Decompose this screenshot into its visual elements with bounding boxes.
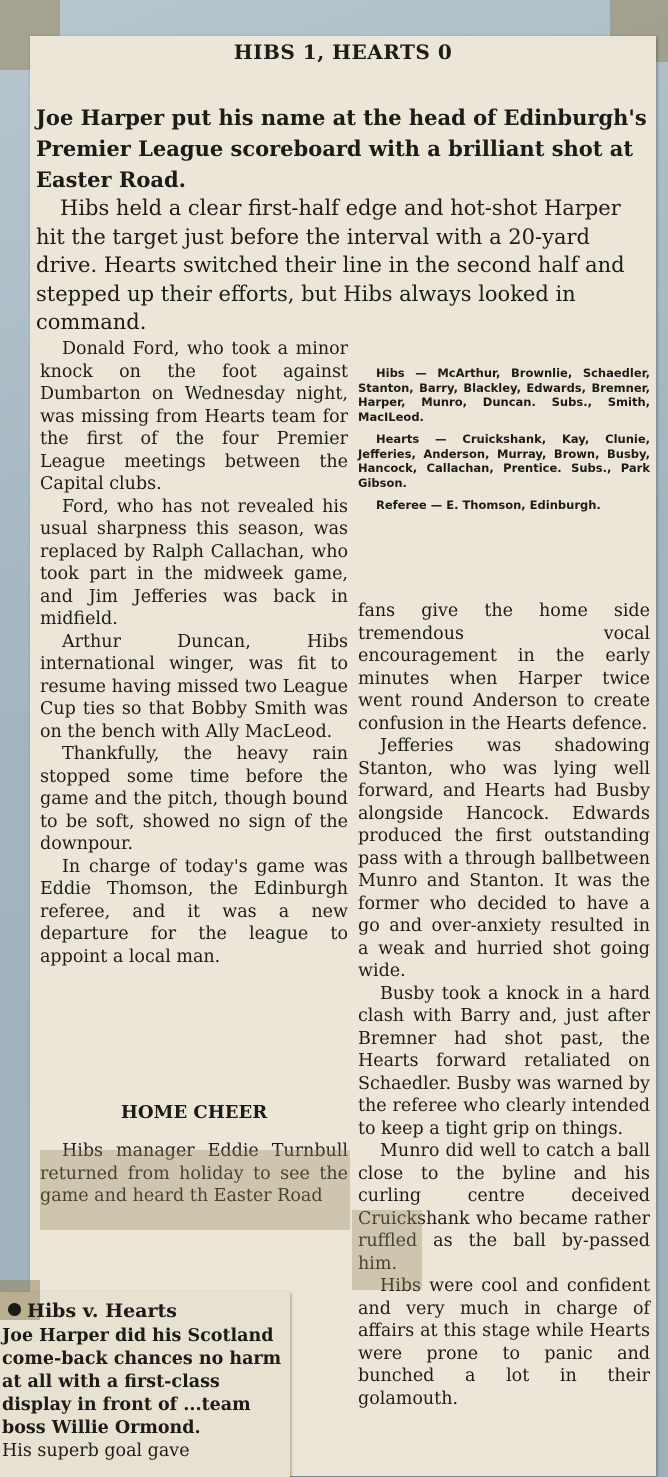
paragraph: Ford, who has not revealed his usual sharpness this season, was replaced by Ralph Callachan, who took part in the midweek game, and Jim Jefferies was back in midfield. <box>40 496 348 629</box>
tape-lower-right <box>352 1210 422 1290</box>
paragraph: Hibs were cool and confident and very much in charge of affairs at this stage while Hearts were prone to panic and bunched a lot in their golamouth. <box>358 1276 650 1409</box>
paragraph: Jefferies was shadowing Stanton, who was lying well forward, and Hearts had Busby alongside Hancock. Edwards produced the first outstanding pass with a through ballbetween Munro and Stanton. It was the former who decided to have a go and over-anxiety resulted in a weak and hurried shot going wide. <box>358 736 650 981</box>
hearts-lineup: Hearts — Cruickshank, Kay, Clunie, Jefferies, Anderson, Murray, Brown, Busby, Hancock, Callachan, Prentice. Subs., Park Gibson. <box>358 432 650 490</box>
hibs-lineup: Hibs — McArthur, Brownlie, Schaedler, Stanton, Barry, Blackley, Edwards, Bremner, Harper, Munro, Duncan. Subs., Smith, MacILeod. <box>358 366 650 424</box>
small-clipping-text <box>2 1300 286 1463</box>
team-lineups <box>358 366 650 521</box>
intro-paragraph: Joe Harper put his name at the head of Edinburgh's Premier League scoreboard with a brilliant shot at Easter Road. <box>36 105 647 192</box>
small-clipping-heading: Hibs v. Hearts <box>2 1300 286 1323</box>
subheading: HOME CHEER <box>120 1102 268 1123</box>
paragraph: Donald Ford, who took a minor knock on the foot against Dumbarton on Wednesday night, was missing from Hearts team for the first of the four Premier League meetings between the Capital clubs. <box>40 339 348 494</box>
referee-line: Referee — E. Thomson, Edinburgh. <box>376 498 601 512</box>
paragraph: fans give the home side tremendous vocal encouragement in the early minutes when Harper twice went round Anderson to create confusion in the Hearts defence. <box>358 601 650 734</box>
paragraph: Hibs manager Eddie Turnbull returned from holiday to see the game and heard th Easter Road <box>40 1141 348 1206</box>
paragraph: Munro did well to catch a ball close to the byline and his curling centre deceived Cruickshank who became rather ruffled as the ball by-passed him. <box>358 1141 650 1274</box>
summary-paragraph: Hibs held a clear first-half edge and hot-shot Harper hit the target just before the interval with a 20-yard drive. Hearts switched their line in the second half and stepped up their efforts, but Hibs always looked in command. <box>36 196 625 334</box>
small-clipping-cut-line: His superb goal gave <box>2 1441 190 1461</box>
bullet-icon <box>8 1303 21 1316</box>
paragraph: Thankfully, the heavy rain stopped some time before the game and the pitch, though bound to be soft, showed no sign of the downpour. <box>40 744 348 854</box>
tape-lower-left <box>40 1150 350 1230</box>
column-left <box>40 338 348 968</box>
paragraph: Arthur Duncan, Hibs international winger, was fit to resume having missed two League Cup ties so that Bobby Smith was on the bench with Ally MacLeod. <box>40 631 348 742</box>
paragraph: Busby took a knock in a hard clash with Barry and, just after Bremner had shot past, the Hearts forward retaliated on Schaedler. Busby was warned by the referee who clearly intended to keep a tight grip on things. <box>358 983 650 1139</box>
headline: HIBS 1, HEARTS 0 <box>233 40 453 64</box>
small-clipping-body: Joe Harper did his Scotland come-back chances no harm at all with a first-class display in front of ...team boss Willie Ormond. <box>2 1326 282 1438</box>
paragraph: In charge of today's game was Eddie Thomson, the Edinburgh referee, and it was a new departure for the league to appoint a local man. <box>40 856 348 967</box>
